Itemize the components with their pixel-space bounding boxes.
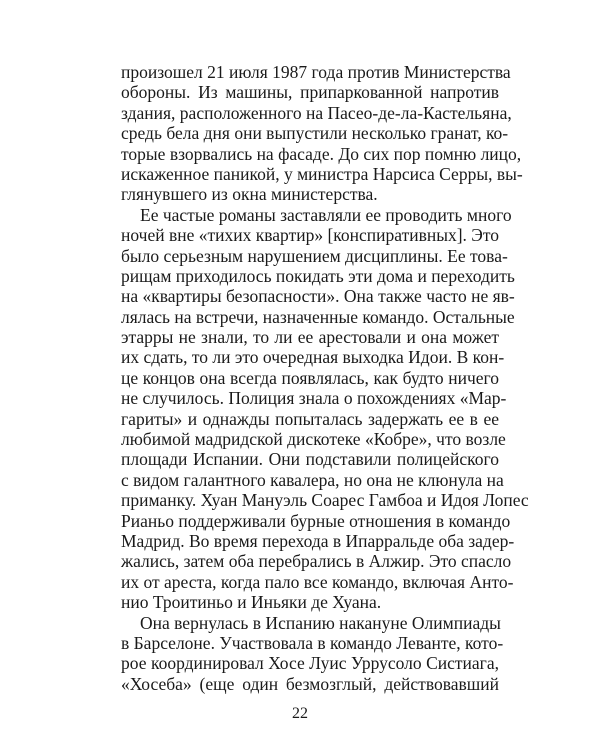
text-line: здания, расположенного на Пасео-де-ла-Кастельяна, [121,102,512,123]
text-line: приманку. Хуан Мануэль Соарес Гамбоа и Идоя Лопес [121,490,529,511]
text-line: гариты» и однажды попыталась задержать ее в ее [121,408,499,429]
page-number: 22 [292,705,308,722]
text-line: произошел 21 июля 1987 года против Министерства [121,62,511,82]
text-line: Она вернулась в Испанию накануне Олимпиады [140,612,501,633]
text-line: глянувшего из окна министерства. [121,184,378,205]
text-line: Рианьо поддерживали бурные отношения в командо [121,510,511,531]
text-line: нио Троитиньо и Иньяки де Хуана. [121,592,382,613]
text-line: це концов она всегда появлялась, как будто ничего [121,367,499,388]
text-line: ночей вне «тихих квартир» [конспиративных]. Это [121,225,500,246]
text-line: «Хосеба» (еще один безмозглый, действовавший [121,673,499,694]
page-body [121,62,529,694]
text-line: любимой мадридской дискотеке «Кобре», что возле [121,429,506,450]
text-line: в Барселоне. Участвовала в командо Леванте, кото- [121,632,504,653]
text-line: рое координировал Хосе Луис Уррусоло Систиага, [121,653,499,674]
text-line: не случилось. Полиция знала о похождениях «Мар- [121,388,507,409]
paragraph [121,62,523,205]
text-line: площади Испании. Они подставили полицейского [121,449,499,470]
text-line: на «квартиры безопасности». Она также часто не яв- [121,286,515,307]
text-line: лялась на встречи, назначенные командо. Остальные [121,306,515,327]
text-line: этарры не знали, то ли ее арестовали и она может [121,327,499,348]
paragraph [121,612,504,695]
text-line: искаженное паникой, у министра Нарсиса Серры, вы- [121,163,523,184]
text-line: Ее частые романы заставляли ее проводить много [140,204,512,225]
text-line: их от ареста, когда пало все командо, включая Анто- [121,571,514,592]
text-line: обороны. Из машины, припаркованной напротив [121,82,499,103]
paragraph [121,204,529,613]
text-line: средь бела дня они выпустили несколько гранат, ко- [121,123,509,144]
text-line: с видом галантного кавалера, но она не клюнула на [121,469,504,490]
text-line: было серьезным нарушением дисциплины. Ее това- [121,245,508,266]
text-line: торые взорвались на фасаде. До сих пор помню лицо, [121,143,522,164]
text-line: Мадрид. Во время перехода в Ипарральде оба задер- [121,530,515,551]
text-line: рищам приходилось покидать эти дома и переходить [121,265,515,286]
text-line: жались, затем оба перебрались в Алжир. Это спасло [121,551,512,572]
text-line: их сдать, то ли это очередная выходка Идои. В кон- [121,347,505,368]
